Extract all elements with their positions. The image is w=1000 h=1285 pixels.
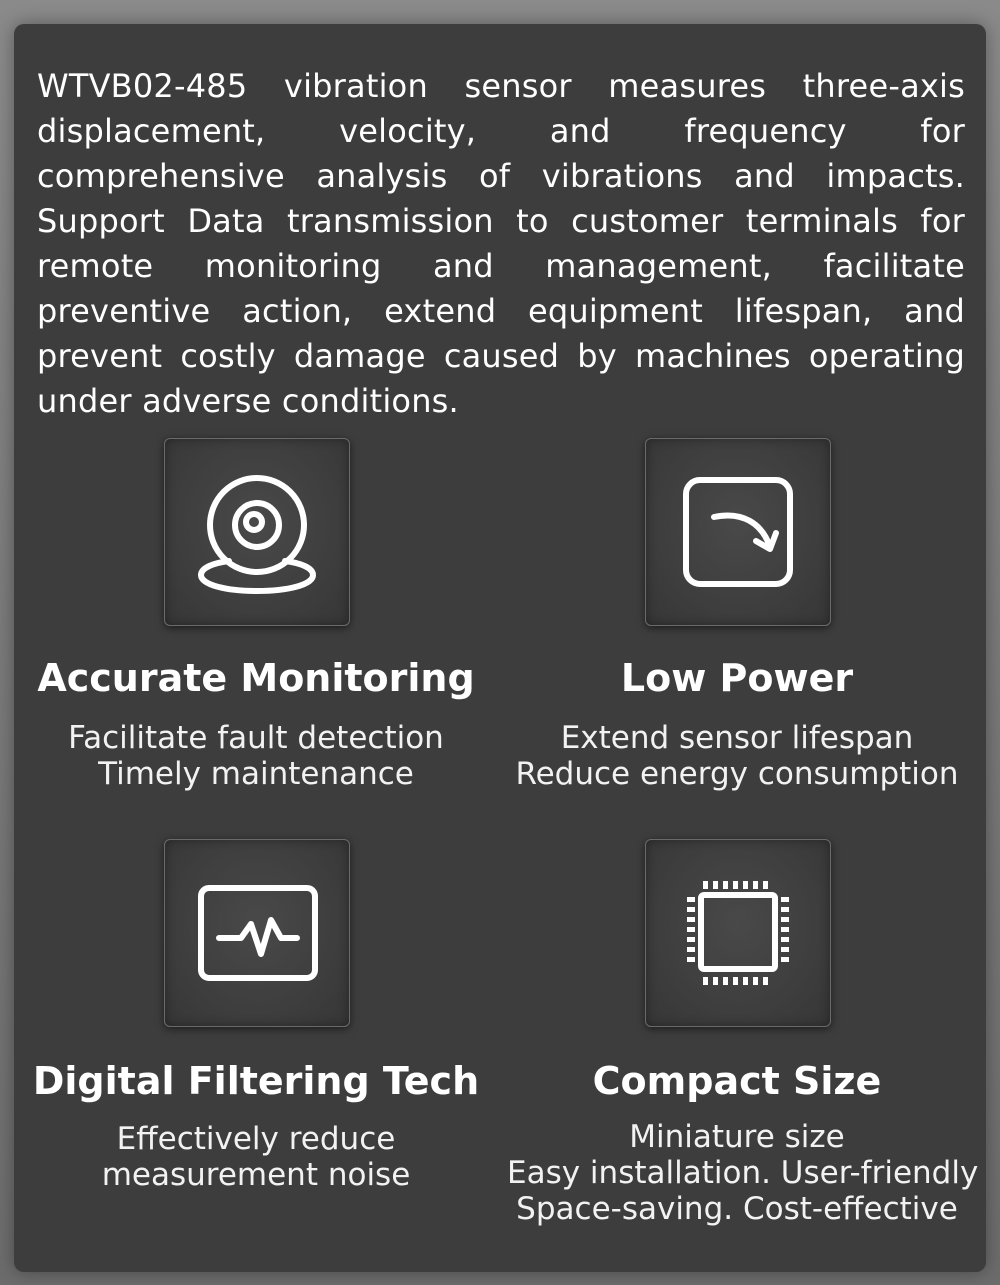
feature-description xyxy=(507,1119,979,1227)
feature-accurate-monitoring xyxy=(26,438,486,798)
feature-line: Extend sensor lifespan xyxy=(560,720,914,756)
feature-line: Space-saving. Cost-effective xyxy=(516,1191,958,1227)
content-panel xyxy=(14,24,986,1272)
webcam-icon xyxy=(165,439,349,625)
feature-digital-filtering xyxy=(26,839,486,1199)
feature-title: Low Power xyxy=(620,656,854,700)
feature-title: Accurate Monitoring xyxy=(37,656,475,700)
feature-title: Compact Size xyxy=(592,1059,882,1103)
chip-icon xyxy=(646,840,830,1026)
feature-line: Effectively reduce xyxy=(116,1121,396,1157)
feature-description xyxy=(26,1121,486,1193)
waveform-monitor-icon xyxy=(165,840,349,1026)
icon-tile xyxy=(164,438,350,626)
feature-description xyxy=(507,720,967,792)
feature-line: Easy installation. User-friendly xyxy=(507,1155,979,1191)
feature-compact-size xyxy=(507,839,979,1227)
feature-line: Timely maintenance xyxy=(98,756,414,792)
feature-description xyxy=(26,720,486,792)
icon-tile xyxy=(645,438,831,626)
curved-arrow-icon xyxy=(646,439,830,625)
feature-line: Facilitate fault detection xyxy=(68,720,444,756)
feature-title: Digital Filtering Tech xyxy=(32,1059,480,1103)
icon-tile xyxy=(164,839,350,1027)
feature-low-power xyxy=(507,438,967,798)
icon-tile xyxy=(645,839,831,1027)
feature-line: Miniature size xyxy=(629,1119,845,1155)
intro-paragraph: WTVB02-485 vibration sensor measures three-axis displacement, velocity, and frequency for comprehensive analysis of vibrations and impacts. Support Data transmission to customer terminals for remote monitoring and management, facilitate preventive action, extend equipment lifespan, and prevent costly damage caused by machines operating under adverse conditions. xyxy=(37,67,965,420)
feature-line: Reduce energy consumption xyxy=(515,756,959,792)
feature-line: measurement noise xyxy=(101,1157,411,1193)
